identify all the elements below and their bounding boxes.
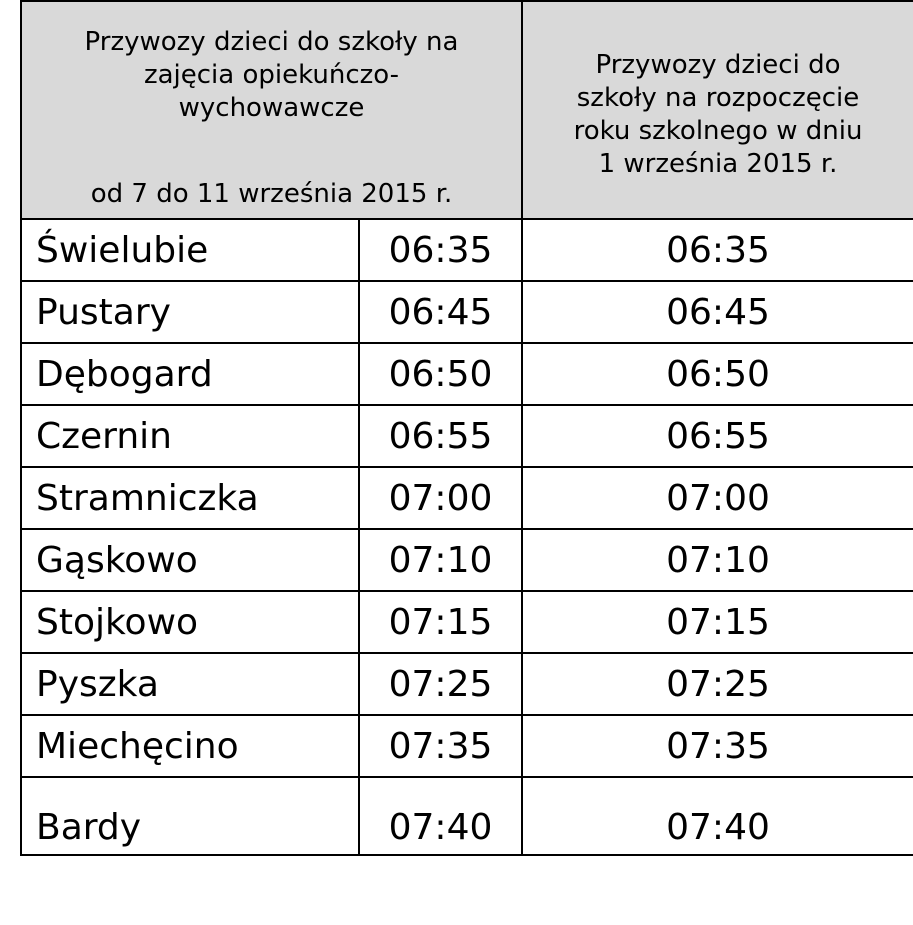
time-school-start: 07:00 [522,467,913,529]
time-care-period: 07:10 [359,529,522,591]
time-care-period: 06:50 [359,343,522,405]
table-row [21,653,913,715]
table-row [21,343,913,405]
header-care-title: Przywozy dzieci do szkoły na zajęcia opiekuńczo- wychowawcze [84,27,459,123]
table-row [21,715,913,777]
village-name: Dębogard [21,343,359,405]
header-school-start: Przywozy dzieci do szkoły na rozpoczęcie roku szkolnego w dniu 1 września 2015 r. [522,1,913,219]
village-name: Bardy [21,777,359,855]
header-care-dates: od 7 do 11 września 2015 r. [90,179,453,209]
table-row [21,405,913,467]
bus-schedule [20,0,913,858]
time-school-start: 07:10 [522,529,913,591]
time-care-period: 07:40 [359,777,522,855]
village-name: Świelubie [21,219,359,281]
village-name: Stramniczka [21,467,359,529]
time-care-period: 06:45 [359,281,522,343]
village-name: Stojkowo [21,591,359,653]
time-school-start: 06:55 [522,405,913,467]
village-name: Miechęcino [21,715,359,777]
table-row [21,529,913,591]
time-school-start: 06:35 [522,219,913,281]
table-row [21,591,913,653]
time-care-period: 07:00 [359,467,522,529]
time-care-period: 06:35 [359,219,522,281]
time-school-start: 07:25 [522,653,913,715]
header-row [21,1,913,219]
time-school-start: 06:45 [522,281,913,343]
village-name: Czernin [21,405,359,467]
table-row [21,281,913,343]
header-care-period [21,1,522,219]
time-care-period: 06:55 [359,405,522,467]
schedule-table [20,0,913,856]
time-school-start: 07:40 [522,777,913,855]
village-name: Pustary [21,281,359,343]
time-care-period: 07:15 [359,591,522,653]
village-name: Gąskowo [21,529,359,591]
time-school-start: 06:50 [522,343,913,405]
time-care-period: 07:25 [359,653,522,715]
village-name: Pyszka [21,653,359,715]
time-care-period: 07:35 [359,715,522,777]
table-row [21,219,913,281]
table-row [21,777,913,855]
time-school-start: 07:35 [522,715,913,777]
time-school-start: 07:15 [522,591,913,653]
table-row [21,467,913,529]
